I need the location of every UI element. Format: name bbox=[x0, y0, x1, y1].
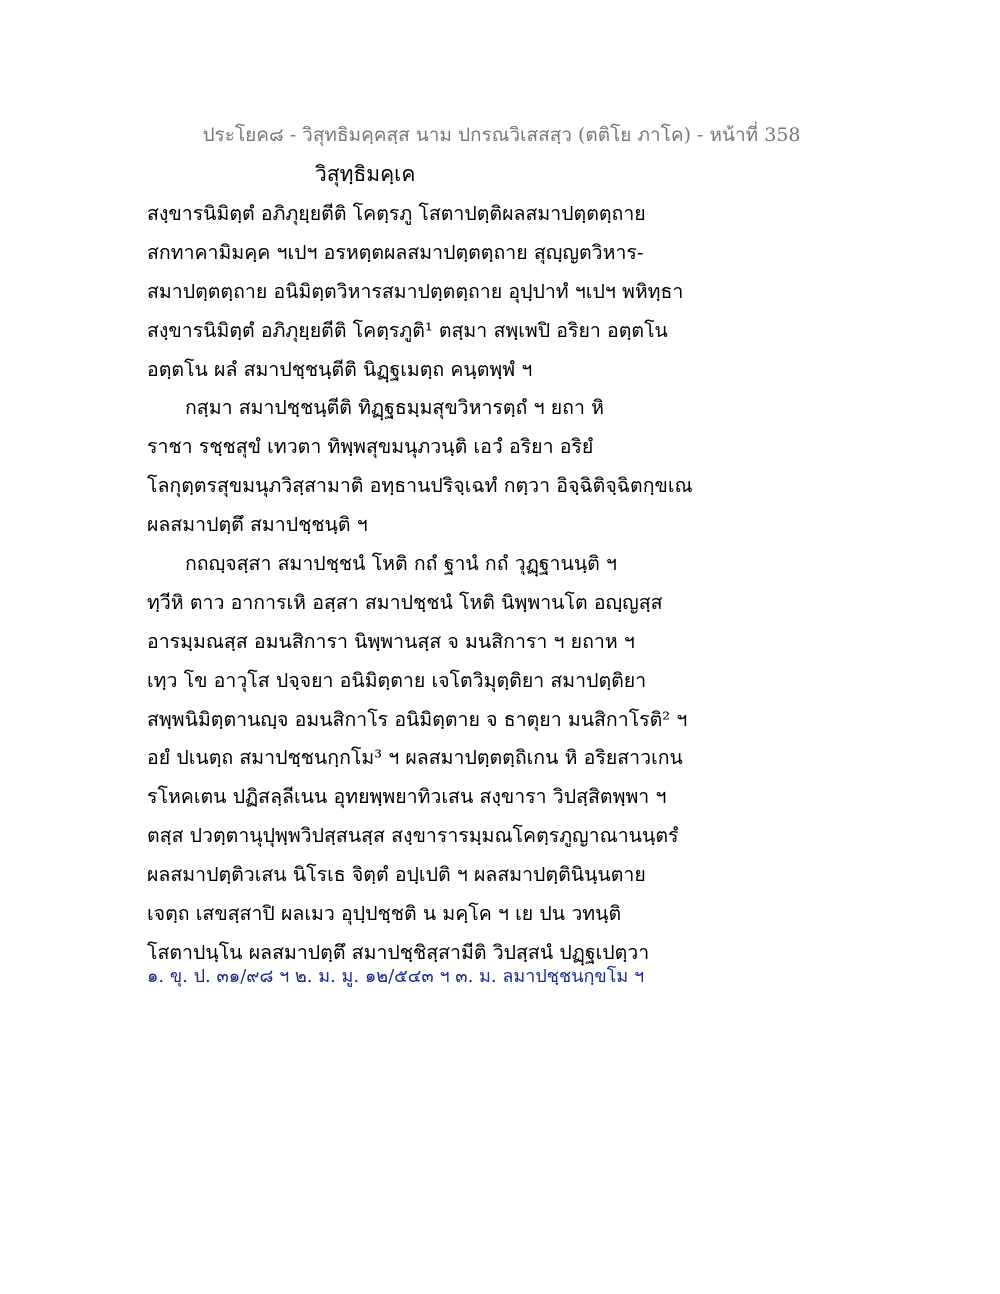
text-line: เทฺว โข อาวุโส ปจฺจยา อนิมิตฺตาย เจโตวิมุตฺติยา สมาปตฺติยา bbox=[147, 668, 647, 692]
text-line: โลกุตฺตรสุขมนุภวิสฺสามาติ อทฺธานปริจฺเฉทํ กตฺวา อิจฺฉิติจฺฉิตกฺขเณ bbox=[147, 474, 693, 498]
text-line: ผลสมาปตฺตึ สมาปชฺชนฺติ ฯ bbox=[147, 513, 368, 537]
text-line: สงฺขารนิมิตฺตํ อภิภุยฺยตีติ โคตฺรภู โสตาปตฺติผลสมาปตฺตตฺถาย bbox=[147, 202, 646, 225]
text-line: ทฺวีหิ ตาว อาการเหิ อสฺสา สมาปชฺชนํ โหติ นิพฺพานโต อญฺญสฺส bbox=[147, 590, 663, 614]
page-header bbox=[0, 120, 1000, 150]
text-line: ผลสมาปตฺติวเสน นิโรเธ จิตฺตํ อปฺเปติ ฯ ผลสมาปตฺตินินฺนตาย bbox=[147, 863, 646, 887]
body-text bbox=[147, 195, 707, 973]
page-header-text: ประโยค๘ - วิสุทธิมคฺคสฺส นาม ปกรณวิเสสสฺว (ตติโย ภาโค) - หน้าที่ 358 bbox=[202, 124, 801, 146]
text-line: ตสฺส ปวตฺตานุปุพฺพวิปสฺสนสฺส สงฺขารารมฺมณโคตฺรภูญาณานนฺตรํ bbox=[147, 824, 679, 848]
text-line: อารมฺมณสฺส อมนสิการา นิพฺพานสฺส จ มนสิการา ฯ ยถาห ฯ bbox=[147, 629, 635, 653]
text-line: สพฺพนิมิตฺตานญฺจ อมนสิกาโร อนิมิตฺตาย จ ธาตุยา มนสิกาโรติ² ฯ bbox=[147, 707, 688, 731]
text-line: ราชา รชฺชสุขํ เทวตา ทิพฺพสุขมนุภวนฺติ เอวํ อริยา อริยํ bbox=[147, 435, 594, 459]
text-line: อยํ ปเนตฺถ สมาปชฺชนกฺกโม³ ฯ ผลสมาปตฺตตฺถิเกน หิ อริยสาวเกน bbox=[147, 746, 683, 770]
footnote: ๑. ขุ. ป. ๓๑/๙๘ ฯ ๒. ม. มู. ๑๒/๕๔๓ ฯ ๓. ม. ลมาปชฺชนกฺขโม ฯ bbox=[147, 966, 645, 987]
text-line: โสตาปนฺโน ผลสมาปตฺตึ สมาปชฺชิสฺสามีติ วิปสฺสนํ ปฏฺฐเปตฺวา bbox=[147, 940, 650, 964]
paragraph-start-line: กสฺมา สมาปชฺชนฺตีติ ทิฏฺฐธมฺมสุขวิหารตฺถํ ฯ ยถา หิ bbox=[185, 396, 604, 420]
paragraph-start-line: กถญฺจสฺสา สมาปชฺชนํ โหติ กถํ ฐานํ กถํ วุฏฺฐานนฺติ ฯ bbox=[185, 552, 617, 576]
book-title: วิสุทฺธิมคฺเค bbox=[315, 162, 416, 186]
text-line: สกทาคามิมคฺค ฯเปฯ อรหตฺตผลสมาปตฺตตฺถาย สุญฺญตวิหาร- bbox=[147, 240, 644, 264]
text-line: สมาปตฺตตฺถาย อนิมิตฺตวิหารสมาปตฺตตฺถาย อุปฺปาทํ ฯเปฯ พหิทฺธา bbox=[147, 279, 684, 303]
text-line: สงฺขารนิมิตฺตํ อภิภุยฺยตีติ โคตฺรภูติ¹ ตสฺมา สพฺเพปิ อริยา อตฺตโน bbox=[147, 318, 668, 342]
text-line: อตฺตโน ผลํ สมาปชฺชนฺตีติ นิฏฺฐเมตฺถ คนฺตพฺพํ ฯ bbox=[147, 357, 533, 381]
text-line: รโหคเตน ปฏิสลฺลีเนน อุทยพฺพยาทิวเสน สงฺขารา วิปสฺสิตพฺพา ฯ bbox=[147, 785, 667, 809]
text-line: เจตฺถ เสขสฺสาปิ ผลเมว อุปฺปชฺชติ น มคฺโค ฯ เย ปน วทนฺติ bbox=[147, 902, 622, 926]
